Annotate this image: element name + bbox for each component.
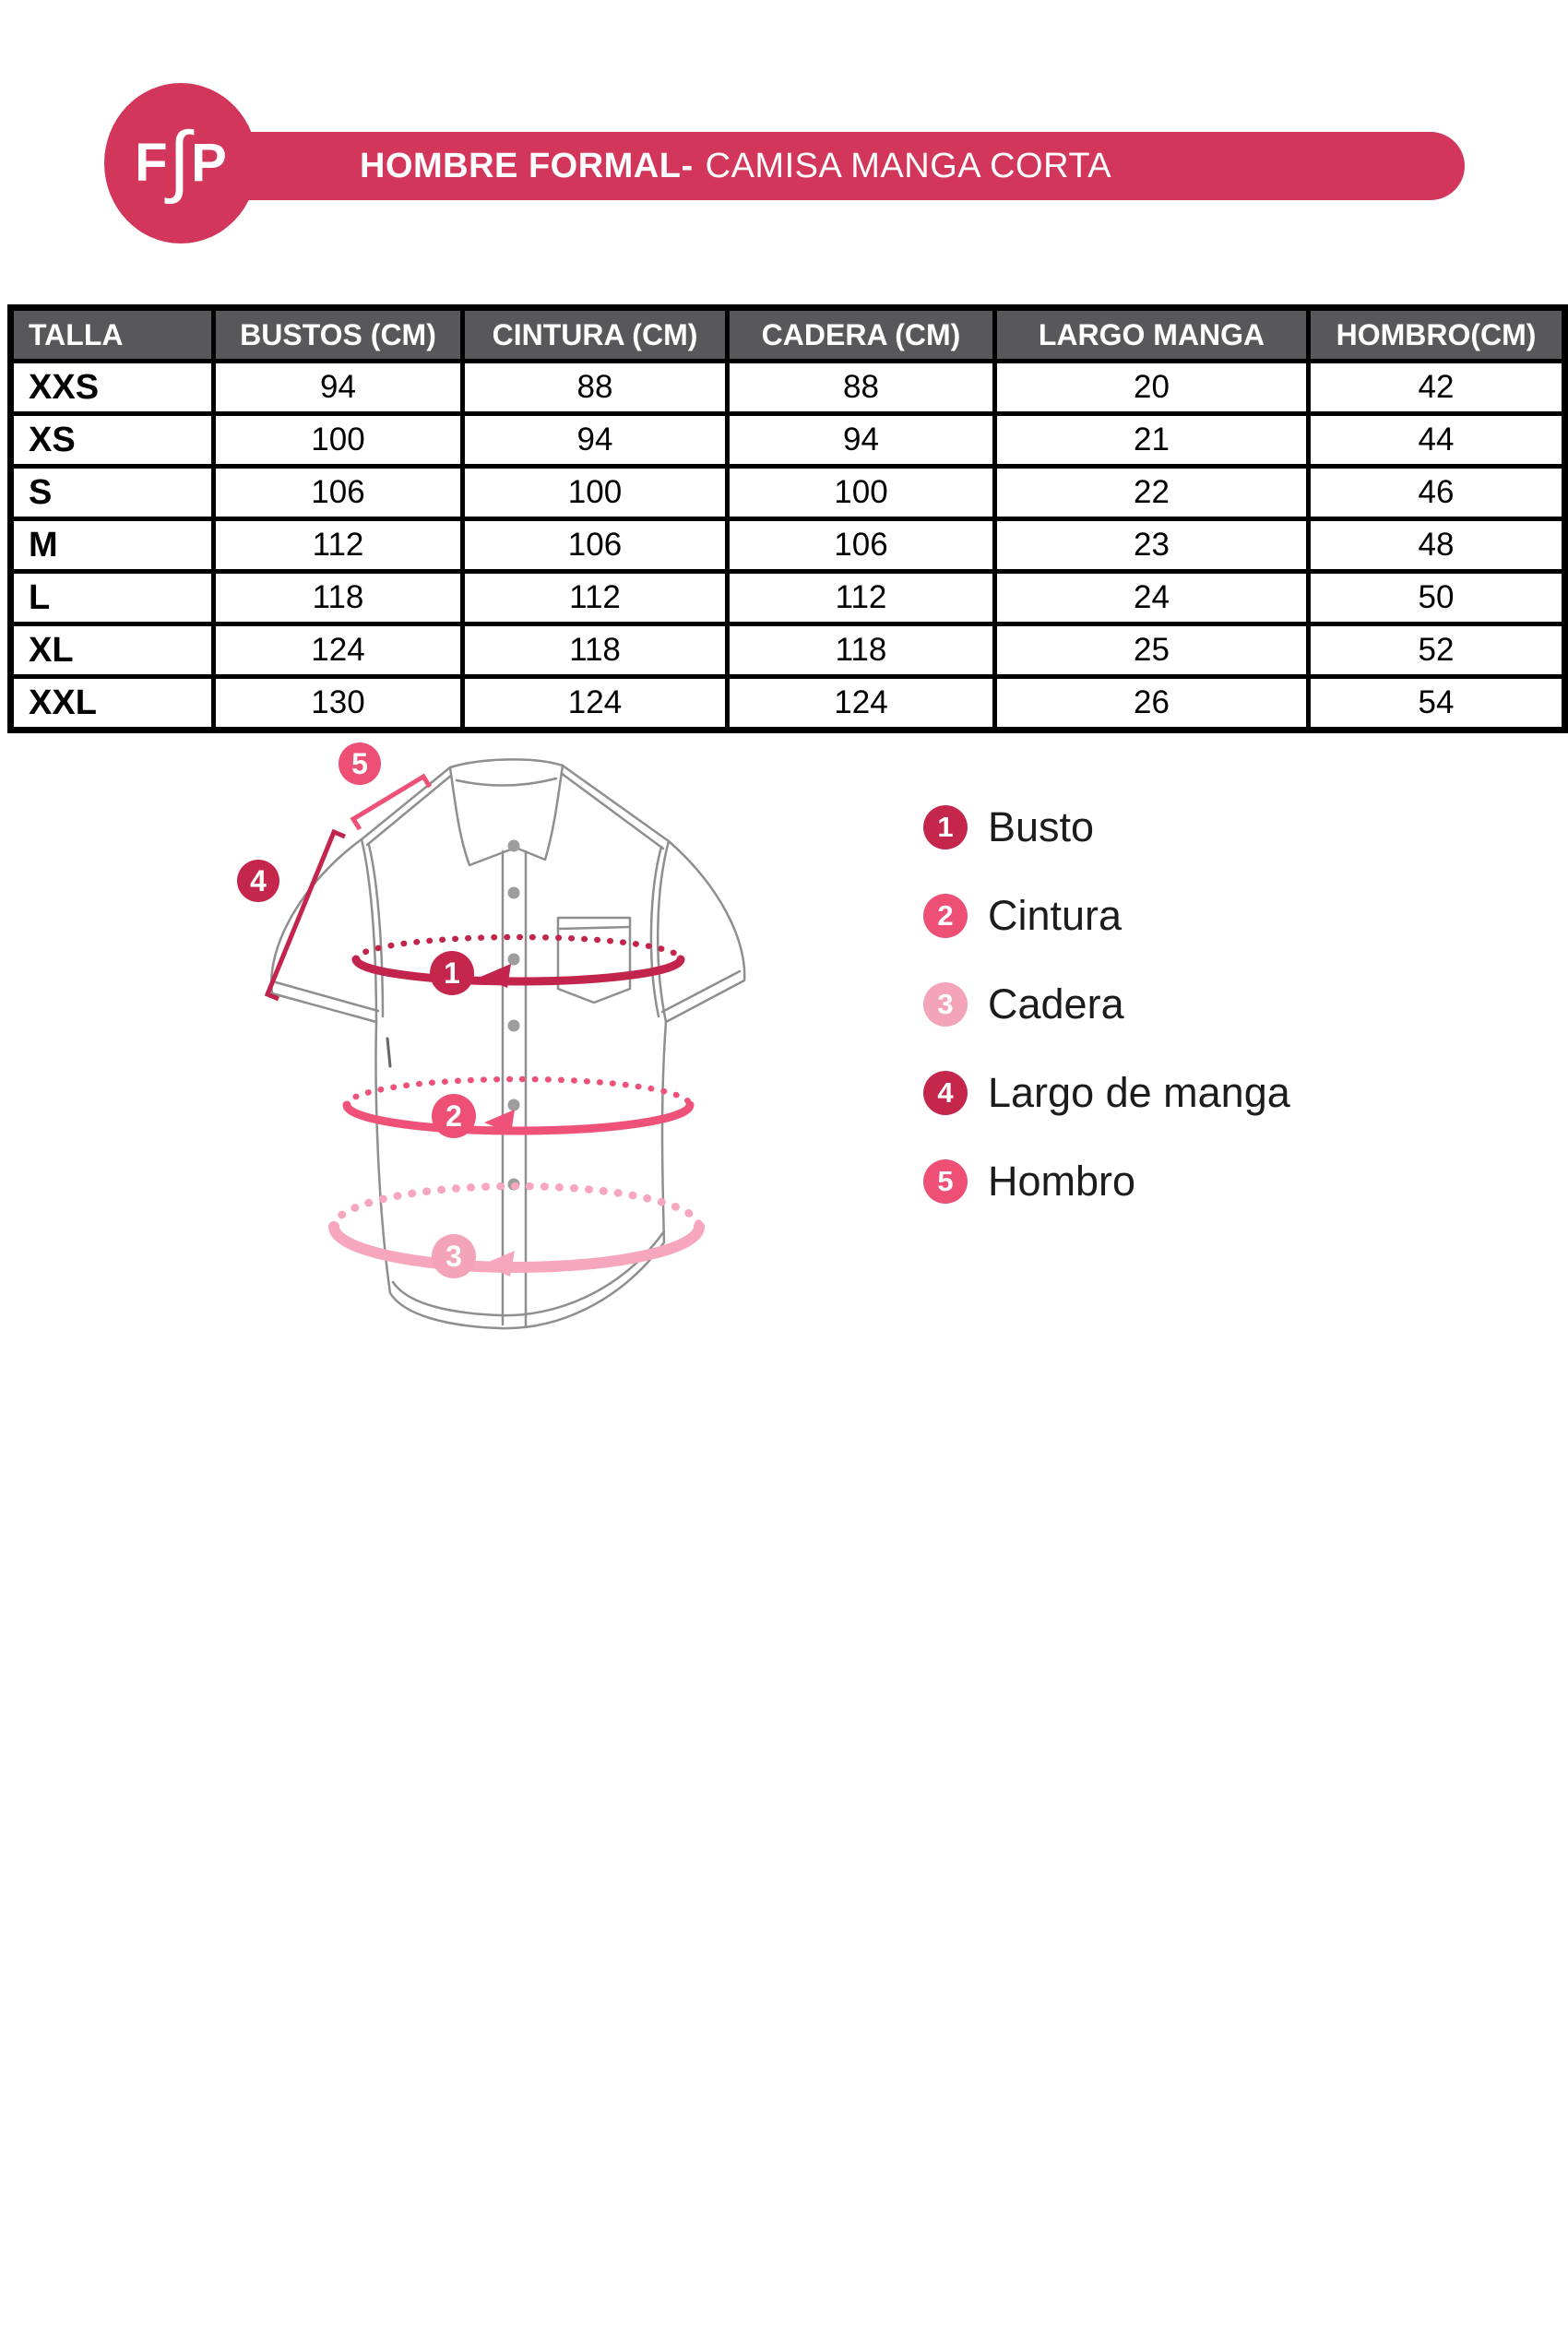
size-cell: 100: [728, 467, 995, 519]
size-cell: 106: [463, 519, 728, 572]
size-cell: 20: [995, 362, 1309, 414]
table-row-xxs: [11, 362, 1565, 414]
legend-label-hombro: Hombro: [988, 1158, 1136, 1205]
badge-1-number: 1: [444, 956, 460, 990]
legend-label-largo-manga: Largo de manga: [988, 1069, 1290, 1116]
size-table: [7, 304, 1568, 733]
page-title-category: HOMBRE FORMAL-: [360, 146, 694, 185]
size-cell: 100: [214, 414, 463, 467]
legend-badge-4: [923, 1071, 968, 1115]
title-banner: [181, 132, 1465, 200]
legend-item-busto: [923, 803, 1290, 851]
badge-4-number: 4: [250, 864, 267, 897]
table-row-xs: [11, 414, 1565, 467]
legend-badge-2: [923, 894, 968, 938]
size-cell: 112: [214, 519, 463, 572]
size-label: XXS: [11, 362, 214, 414]
size-cell: 44: [1309, 414, 1565, 467]
size-cell: 106: [214, 467, 463, 519]
header-largo-manga: LARGO MANGA: [995, 308, 1309, 362]
size-cell: 118: [463, 624, 728, 677]
size-label: S: [11, 467, 214, 519]
size-cell: 124: [463, 677, 728, 731]
logo-squiggle: ∫: [168, 116, 191, 205]
size-label: XS: [11, 414, 214, 467]
measurement-legend: [923, 803, 1290, 1206]
legend-badge-3: [923, 982, 968, 1027]
legend-item-hombro: [923, 1158, 1290, 1206]
size-cell: 118: [728, 624, 995, 677]
page-title-product: CAMISA MANGA CORTA: [705, 146, 1112, 185]
header-cadera: CADERA (CM): [728, 308, 995, 362]
brand-logo: [104, 83, 257, 244]
size-cell: 21: [995, 414, 1309, 467]
size-cell: 25: [995, 624, 1309, 677]
legend-label-cadera: Cadera: [988, 980, 1124, 1028]
table-row-l: [11, 572, 1565, 624]
legend-badge-5: [923, 1159, 968, 1204]
size-cell: 26: [995, 677, 1309, 731]
header-cintura: CINTURA (CM): [463, 308, 728, 362]
size-cell: 24: [995, 572, 1309, 624]
size-cell: 118: [214, 572, 463, 624]
size-cell: 112: [463, 572, 728, 624]
size-cell: 48: [1309, 519, 1565, 572]
legend-badge-2-number: 2: [937, 899, 954, 932]
size-cell: 106: [728, 519, 995, 572]
size-cell: 52: [1309, 624, 1565, 677]
size-cell: 46: [1309, 467, 1565, 519]
badge-5-number: 5: [351, 747, 368, 780]
table-row-xxl: [11, 677, 1565, 731]
badge-2-number: 2: [445, 1099, 462, 1133]
legend-item-cadera: [923, 980, 1290, 1028]
header-bustos: BUSTOS (CM): [214, 308, 463, 362]
size-cell: 23: [995, 519, 1309, 572]
legend-badge-1: [923, 805, 968, 849]
table-row-s: [11, 467, 1565, 519]
size-cell: 112: [728, 572, 995, 624]
header-hombro: HOMBRO(CM): [1309, 308, 1565, 362]
legend-item-cintura: [923, 892, 1290, 940]
table-header-row: [11, 308, 1565, 362]
size-cell: 50: [1309, 572, 1565, 624]
badge-3-number: 3: [445, 1240, 462, 1273]
size-cell: 94: [214, 362, 463, 414]
legend-label-busto: Busto: [988, 803, 1095, 850]
legend-badge-4-number: 4: [937, 1076, 954, 1109]
table-row-m: [11, 519, 1565, 572]
size-cell: 88: [463, 362, 728, 414]
table-row-xl: [11, 624, 1565, 677]
size-cell: 124: [728, 677, 995, 731]
logo-letter-f: F: [135, 133, 168, 193]
size-cell: 42: [1309, 362, 1565, 414]
chest-pocket: [558, 918, 630, 1003]
logo-letter-p: P: [191, 133, 227, 193]
legend-label-cintura: Cintura: [988, 892, 1123, 939]
legend-item-largo-manga: [923, 1069, 1290, 1117]
size-cell: 94: [463, 414, 728, 467]
size-cell: 100: [463, 467, 728, 519]
size-label: XXL: [11, 677, 214, 731]
legend-badge-3-number: 3: [937, 988, 954, 1020]
size-cell: 124: [214, 624, 463, 677]
legend-badge-5-number: 5: [937, 1165, 954, 1197]
size-cell: 88: [728, 362, 995, 414]
size-label: L: [11, 572, 214, 624]
size-cell: 94: [728, 414, 995, 467]
header-talla: TALLA: [11, 308, 214, 362]
size-cell: 130: [214, 677, 463, 731]
size-cell: 54: [1309, 677, 1565, 731]
legend-badge-1-number: 1: [937, 811, 954, 843]
size-label: XL: [11, 624, 214, 677]
shirt-measurement-diagram: [166, 729, 830, 1393]
size-label: M: [11, 519, 214, 572]
size-cell: 22: [995, 467, 1309, 519]
